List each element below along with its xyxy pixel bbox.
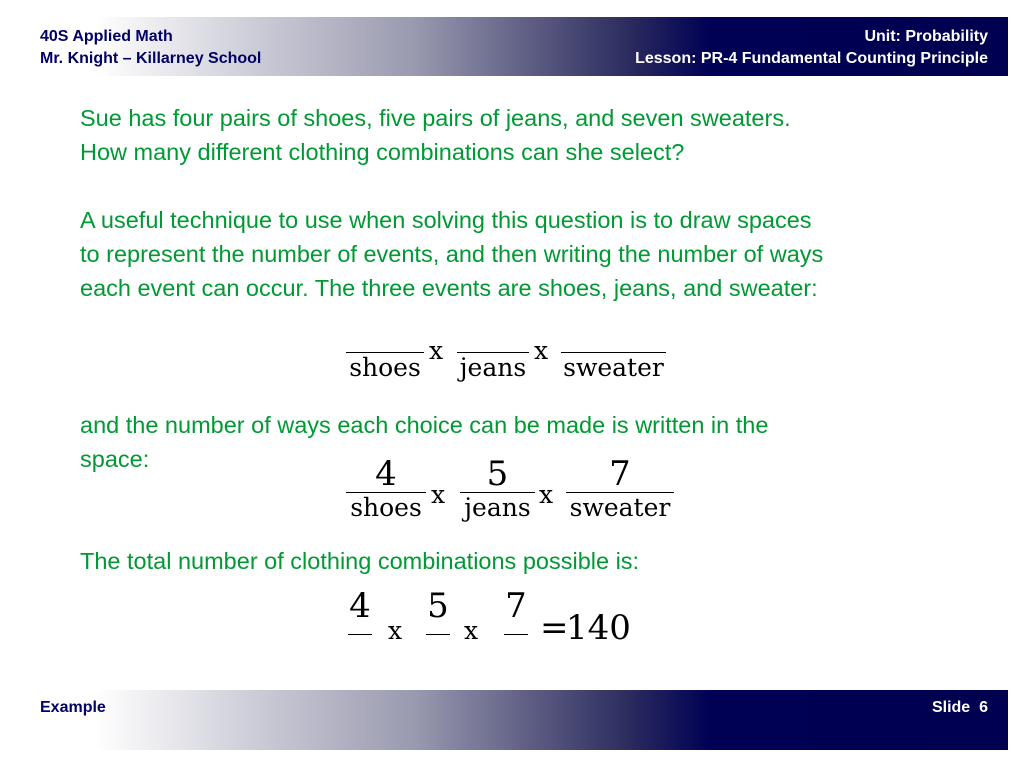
jeans-slot (460, 456, 535, 523)
product-equation (346, 588, 646, 648)
sweater-label: sweater (563, 353, 664, 382)
shoes-line (348, 634, 372, 635)
course-title: 40S Applied Math (40, 28, 173, 45)
lesson-title: Lesson: PR-4 Fundamental Counting Principle (635, 50, 988, 67)
shoes-slot (346, 352, 424, 383)
header-left (40, 26, 261, 70)
footer-section: Example (40, 699, 106, 716)
result-value: 140 (566, 608, 631, 648)
technique-line-3: each event can occur. The three events are shoes, jeans, and sweater: (80, 275, 818, 301)
question-line-2: How many different clothing combinations can she select? (80, 139, 685, 165)
slide-number: 6 (979, 699, 988, 716)
jeans-line (426, 634, 450, 635)
sweater-value: 7 (609, 454, 631, 494)
footer-band (16, 690, 1008, 750)
technique-paragraph (80, 203, 1000, 305)
jeans-slot (457, 352, 529, 383)
shoes-value: 4 (349, 586, 371, 626)
shoes-factor (348, 588, 372, 635)
ways-line-1: and the number of ways each choice can be made is written in the (80, 412, 769, 438)
times-sign: x (464, 616, 479, 645)
teacher-name: Mr. Knight – Killarney School (40, 50, 262, 67)
filled-slots-equation (346, 456, 676, 546)
total-paragraph (80, 544, 1000, 578)
times-sign: x (388, 616, 403, 645)
sweater-factor (504, 588, 528, 635)
jeans-label: jeans (464, 493, 531, 522)
question-paragraph (80, 101, 1000, 169)
sweater-value: 7 (505, 586, 527, 626)
times-sign: x (429, 336, 444, 365)
blank-slots-equation (346, 338, 676, 398)
sweater-slot (561, 352, 666, 383)
sweater-line (504, 634, 528, 635)
times-sign: x (539, 480, 554, 509)
unit-title: Unit: Probability (864, 28, 988, 45)
jeans-label: jeans (459, 353, 527, 382)
sweater-label: sweater (569, 493, 671, 522)
shoes-label: shoes (349, 353, 421, 382)
header-right (635, 26, 988, 70)
sweater-slot (566, 456, 674, 523)
total-line: The total number of clothing combinations possible is: (80, 548, 640, 574)
technique-line-1: A useful technique to use when solving this question is to draw spaces (80, 207, 812, 233)
shoes-value: 4 (375, 454, 397, 494)
slide-indicator (932, 699, 988, 717)
jeans-factor (426, 588, 450, 635)
jeans-value: 5 (427, 586, 449, 626)
slide-label: Slide (931, 699, 971, 716)
equals-sign: = (540, 608, 569, 648)
question-line-1: Sue has four pairs of shoes, five pairs of jeans, and seven sweaters. (80, 105, 791, 131)
times-sign: x (534, 336, 549, 365)
times-sign: x (431, 480, 446, 509)
ways-line-2: space: (80, 446, 150, 472)
shoes-slot (346, 456, 426, 523)
jeans-value: 5 (486, 454, 509, 494)
shoes-label: shoes (350, 493, 422, 522)
technique-line-2: to represent the number of events, and then writing the number of ways (80, 241, 824, 267)
